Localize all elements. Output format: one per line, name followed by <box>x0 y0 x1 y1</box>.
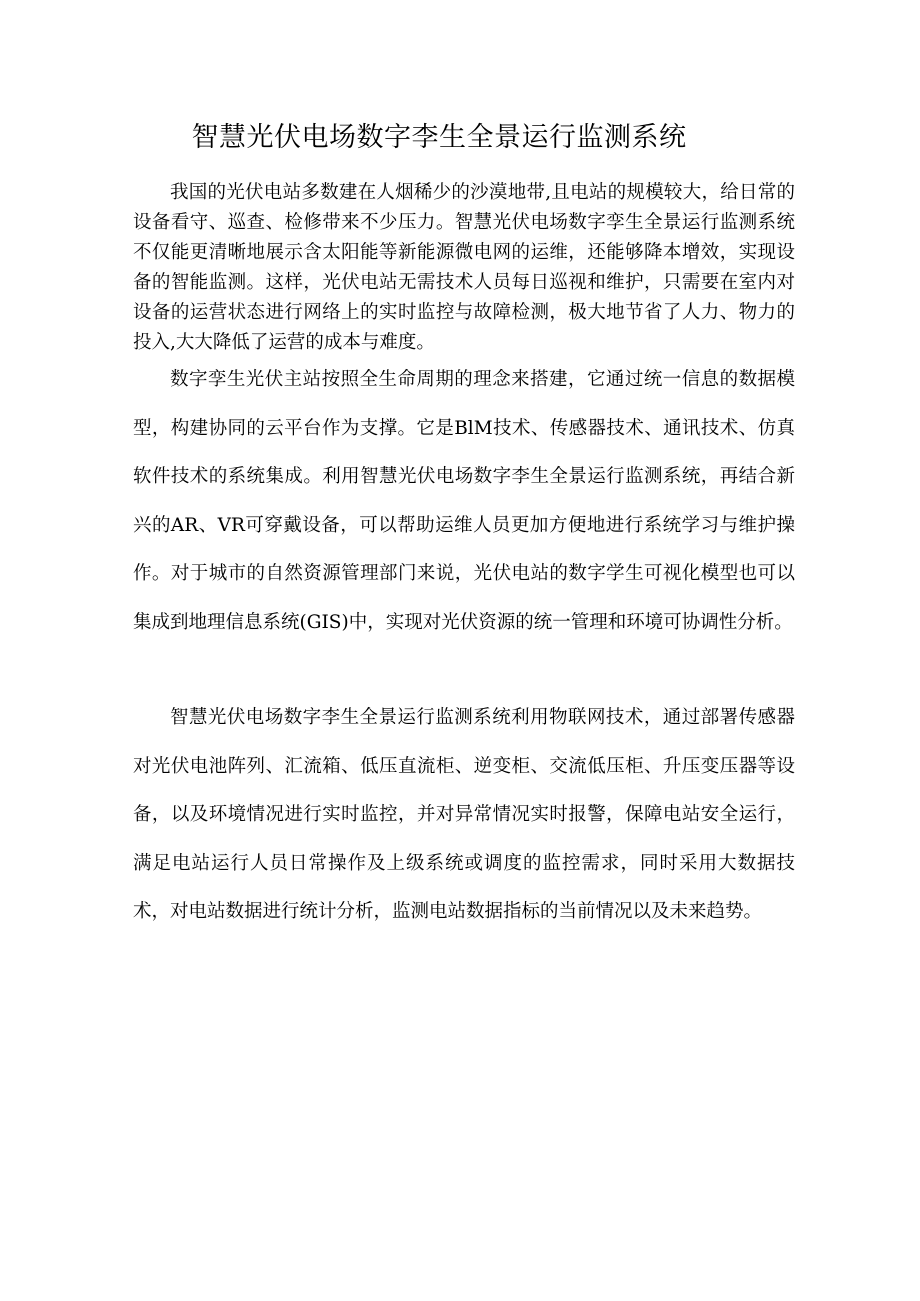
paragraph-intro: 我国的光伏电站多数建在人烟稀少的沙漠地带,且电站的规模较大，给日常的设备看守、巡查、检修带来不少压力。智慧光伏电场数字孪生全景运行监测系统不仅能更清晰地展示含太阳能等新能源微电网的运维，还能够降本增效，实现设备的智能监测。这样，光伏电站无需技术人员每日巡视和维护，只需要在室内对设备的运营状态进行网络上的实时监控与故障检测，极大地节省了人力、物力的投入,大大降低了运营的成本与难度。 <box>133 182 795 353</box>
page-title: 智慧光伏电场数字李生全景运行监测系统 <box>191 122 687 153</box>
paragraph-monitoring: 智慧光伏电场数字李生全景运行监测系统利用物联网技术，通过部署传感器对光伏电池阵列、汇流箱、低压直流柜、逆变柜、交流低压柜、升压变压器等设备，以及环境情况进行实时监控，并对异常情况实时报警，保障电站安全运行，满足电站运行人员日常操作及上级系统或调度的监控需求，同时采用大数据技术，对电站数据进行统计分析，监测电站数据指标的当前情况以及未来趋势。 <box>133 707 795 922</box>
paragraph-platform: 数字孪生光伏主站按照全生命周期的理念来搭建，它通过统一信息的数据模型，构建协同的云平台作为支撑。它是BlM技术、传感器技术、通讯技术、仿真软件技术的系统集成。利用智慧光伏电场数字李生全景运行监测系统，再结合新兴的AR、VR可穿戴设备，可以帮助运维人员更加方便地进行系统学习与维护操作。对于城市的自然资源管理部门来说，光伏电站的数字学生可视化模型也可以集成到地理信息系统(GIS)中，实现对光伏资源的统一管理和环境可协调性分析。 <box>133 369 795 633</box>
